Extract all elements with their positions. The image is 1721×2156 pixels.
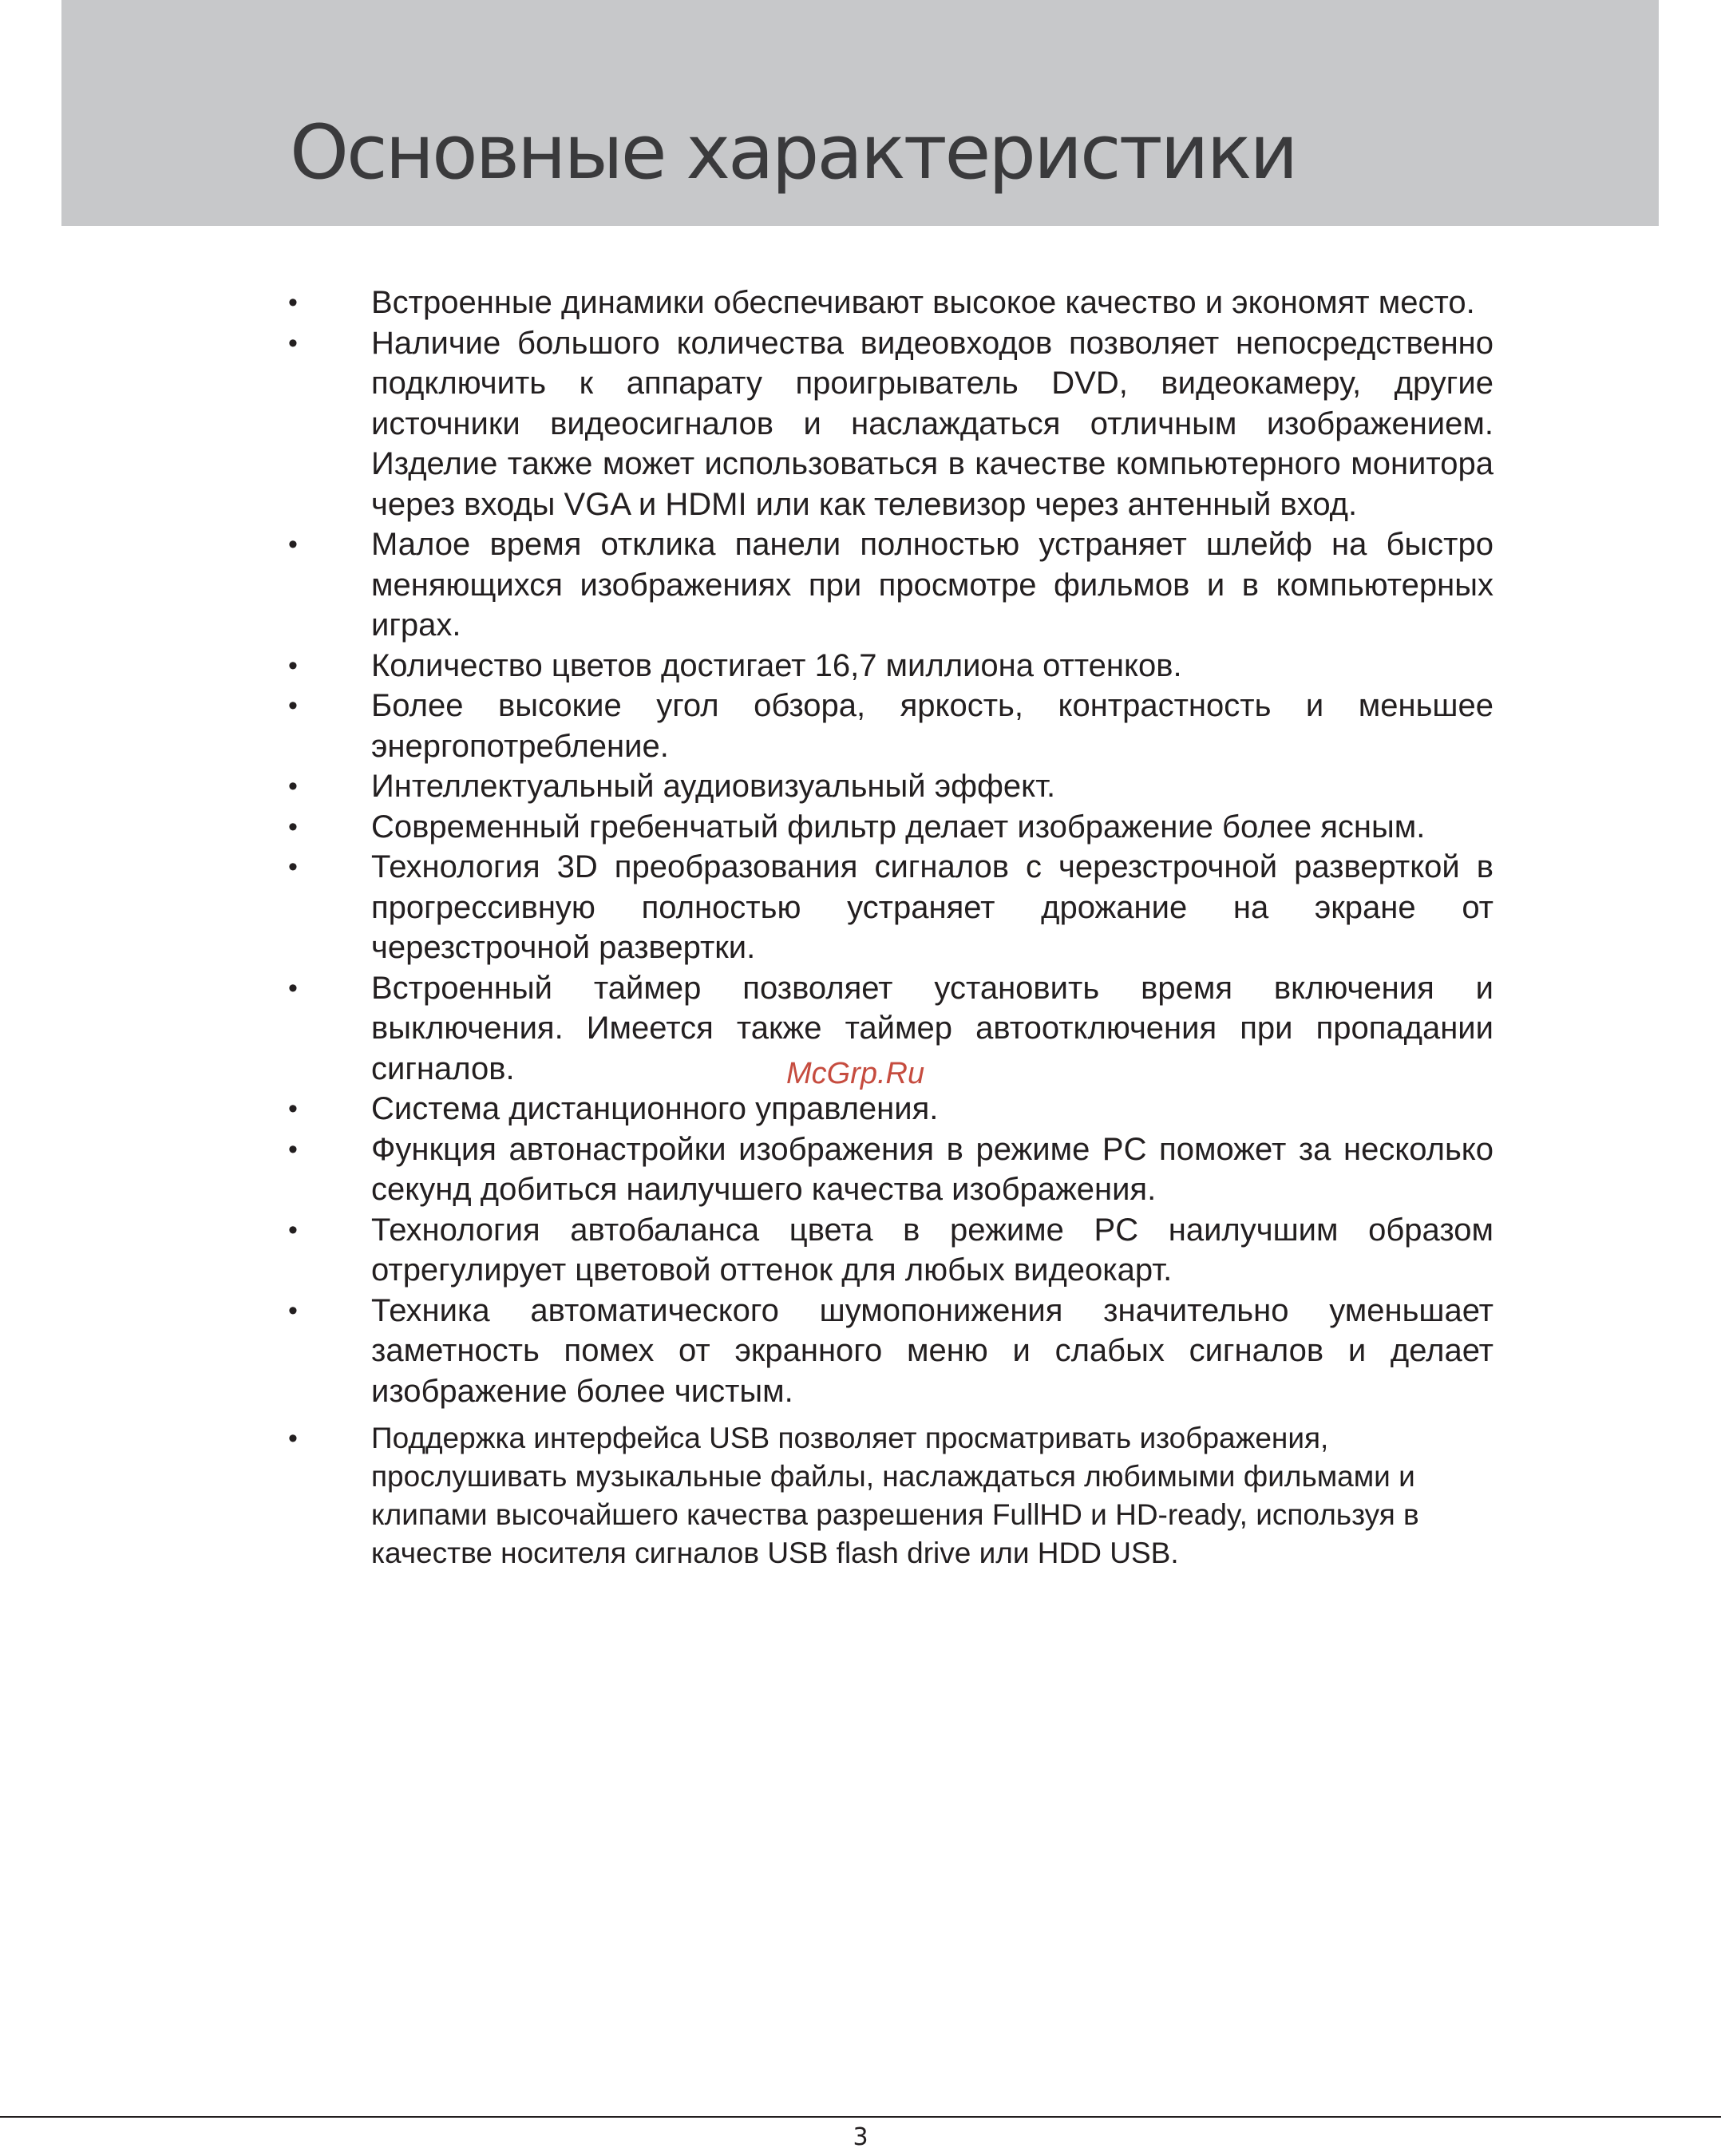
bullet: •	[288, 1295, 298, 1326]
feature-text: Наличие большого количества видеовходов позволяет непосредственно подключить к аппарату проигрыватель DVD, видеокамеру, другие источники видеосигналов и наслаждаться отличным изображением. Изделие также может использоваться в качестве компьютерного монитора через входы VGA и HDMI или как телевизор через антенный вход.	[371, 325, 1494, 522]
feature-item	[283, 524, 1494, 646]
feature-text: Малое время отклика панели полностью устраняет шлейф на быстро меняющихся изображениях при просмотре фильмов и в компьютерных играх.	[371, 527, 1494, 643]
feature-text: Современный гребенчатый фильтр делает изображение более ясным.	[371, 809, 1426, 845]
feature-item	[283, 323, 1494, 525]
bullet: •	[288, 690, 298, 721]
feature-item	[283, 1129, 1494, 1210]
feature-text: Поддержка интерфейса USB позволяет просматривать изображения, прослушивать музыкальные файлы, наслаждаться любимыми фильмами и клипами высочайшего качества разрешения FullHD и HD-ready, используя в качестве носителя сигналов USB flash drive или HDD USB.	[371, 1422, 1419, 1569]
page-number: 3	[853, 2123, 868, 2151]
bullet: •	[288, 327, 298, 358]
bullet: •	[288, 1094, 298, 1124]
feature-item	[283, 283, 1494, 323]
feature-text: Технология 3D преобразования сигналов с черезстрочной разверткой в прогрессивную полностью устраняет дрожание на экране от черезстрочной развертки.	[371, 849, 1494, 965]
feature-text: Встроенный таймер позволяет установить время включения и выключения. Имеется также таймер автоотключения при пропадании сигналов.	[371, 970, 1494, 1086]
bullet: •	[288, 972, 298, 1003]
feature-text: Техника автоматического шумопонижения значительно уменьшает заметность помех от экранного меню и слабых сигналов и делает изображение более чистым.	[371, 1292, 1494, 1409]
bullet: •	[288, 1423, 298, 1454]
feature-item	[283, 1210, 1494, 1291]
feature-item	[283, 1419, 1494, 1572]
feature-text: Встроенные динамики обеспечивают высокое качество и экономят место.	[371, 285, 1475, 320]
page-title: Основные характеристики	[290, 109, 1296, 196]
feature-item	[283, 646, 1494, 686]
feature-text: Система дистанционного управления.	[371, 1091, 939, 1126]
feature-item	[283, 686, 1494, 766]
bullet: •	[288, 287, 298, 318]
feature-item	[283, 847, 1494, 968]
features-list	[283, 283, 1494, 1572]
watermark: McGrp.Ru	[786, 1057, 925, 1090]
feature-text: Более высокие угол обзора, яркость, контрастность и меньшее энергопотребление.	[371, 688, 1494, 764]
feature-text: Функция автонастройки изображения в режиме PC поможет за несколько секунд добиться наилучшего качества изображения.	[371, 1131, 1494, 1207]
feature-item	[283, 807, 1494, 848]
feature-item	[283, 766, 1494, 807]
header-band	[61, 0, 1659, 226]
feature-text: Технология автобаланса цвета в режиме PC наилучшим образом отрегулирует цветовой оттенок для любых видеокарт.	[371, 1212, 1494, 1288]
feature-item	[283, 1089, 1494, 1129]
bullet: •	[288, 852, 298, 882]
feature-text: Интеллектуальный аудиовизуальный эффект.	[371, 769, 1056, 804]
feature-text: Количество цветов достигает 16,7 миллиона оттенков.	[371, 647, 1182, 683]
bullet: •	[288, 811, 298, 842]
bullet: •	[288, 650, 298, 681]
bullet: •	[288, 771, 298, 801]
bullet: •	[288, 1133, 298, 1165]
bullet: •	[288, 1214, 298, 1245]
bullet: •	[288, 529, 298, 560]
feature-item	[283, 1291, 1494, 1412]
footer-rule	[0, 2116, 1721, 2118]
